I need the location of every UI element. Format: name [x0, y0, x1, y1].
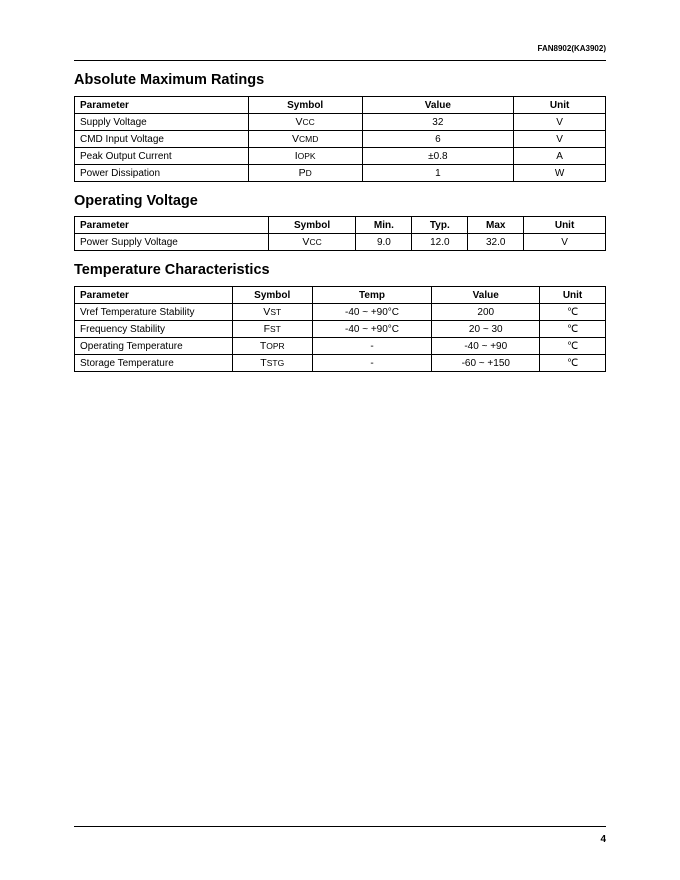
parameter-cell: CMD Input Voltage	[75, 131, 249, 148]
table-header-row	[75, 97, 606, 114]
unit-cell: ℃	[540, 304, 606, 321]
value-cell: -60 ~ +150	[432, 355, 540, 372]
symbol-cell	[248, 131, 362, 148]
symbol-subscript: ST	[270, 306, 282, 317]
symbol-main: T	[259, 339, 267, 352]
symbol-main: V	[302, 235, 310, 248]
column-header: Typ.	[412, 217, 468, 234]
table-row	[75, 148, 606, 165]
symbol-main: V	[291, 132, 299, 145]
column-header: Unit	[540, 287, 606, 304]
symbol-subscript: CC	[302, 116, 315, 127]
symbol-subscript: CC	[309, 236, 322, 247]
absolute-max-ratings-table	[74, 96, 606, 182]
unit-cell: V	[524, 234, 606, 251]
symbol-subscript: CMD	[298, 133, 319, 144]
column-header: Unit	[514, 97, 606, 114]
column-header: Parameter	[75, 217, 269, 234]
unit-cell: V	[514, 131, 606, 148]
symbol-subscript: D	[305, 167, 312, 178]
table-row	[75, 165, 606, 182]
symbol-main: I	[294, 149, 298, 162]
column-header: Parameter	[75, 287, 233, 304]
unit-cell: V	[514, 114, 606, 131]
table-row	[75, 338, 606, 355]
absolute-max-ratings-title: Absolute Maximum Ratings	[74, 72, 265, 88]
symbol-subscript: OPK	[297, 150, 316, 161]
symbol-cell	[248, 148, 362, 165]
footer-rule	[74, 826, 606, 827]
symbol-cell	[232, 321, 312, 338]
table-header-row	[75, 217, 606, 234]
temp-cell: -40 ~ +90°C	[312, 321, 432, 338]
page-number: 4	[600, 834, 606, 845]
operating-voltage-table	[74, 216, 606, 251]
symbol-cell	[232, 304, 312, 321]
temp-cell: -40 ~ +90°C	[312, 304, 432, 321]
temp-cell: -	[312, 355, 432, 372]
column-header: Min.	[356, 217, 412, 234]
table-row	[75, 114, 606, 131]
value-cell: 20 ~ 30	[432, 321, 540, 338]
temperature-characteristics-table	[74, 286, 606, 372]
symbol-main: P	[298, 166, 306, 179]
value-cell: 200	[432, 304, 540, 321]
document-id: FAN8902(KA3902)	[537, 44, 606, 53]
column-header: Unit	[524, 217, 606, 234]
table-row	[75, 321, 606, 338]
unit-cell: A	[514, 148, 606, 165]
column-header: Symbol	[268, 217, 356, 234]
column-header: Temp	[312, 287, 432, 304]
symbol-main: T	[260, 356, 267, 369]
symbol-cell	[248, 165, 362, 182]
value-cell: 6	[362, 131, 514, 148]
symbol-subscript: OPR	[266, 340, 285, 351]
unit-cell: ℃	[540, 338, 606, 355]
symbol-cell	[232, 355, 312, 372]
temperature-characteristics-title: Temperature Characteristics	[74, 262, 270, 278]
column-header: Value	[362, 97, 514, 114]
min-cell: 9.0	[356, 234, 412, 251]
symbol-main: V	[263, 305, 271, 318]
symbol-cell	[248, 114, 362, 131]
parameter-cell: Vref Temperature Stability	[75, 304, 233, 321]
unit-cell: W	[514, 165, 606, 182]
unit-cell: ℃	[540, 355, 606, 372]
unit-cell: ℃	[540, 321, 606, 338]
value-cell: 1	[362, 165, 514, 182]
operating-voltage-title: Operating Voltage	[74, 193, 198, 209]
parameter-cell: Peak Output Current	[75, 148, 249, 165]
symbol-cell	[232, 338, 312, 355]
column-header: Symbol	[248, 97, 362, 114]
symbol-cell	[268, 234, 356, 251]
symbol-main: V	[295, 115, 303, 128]
symbol-subscript: STG	[266, 357, 285, 368]
table-row	[75, 355, 606, 372]
column-header: Value	[432, 287, 540, 304]
parameter-cell: Supply Voltage	[75, 114, 249, 131]
parameter-cell: Power Dissipation	[75, 165, 249, 182]
max-cell: 32.0	[468, 234, 524, 251]
parameter-cell: Power Supply Voltage	[75, 234, 269, 251]
temp-cell: -	[312, 338, 432, 355]
parameter-cell: Operating Temperature	[75, 338, 233, 355]
table-header-row	[75, 287, 606, 304]
column-header: Symbol	[232, 287, 312, 304]
parameter-cell: Frequency Stability	[75, 321, 233, 338]
value-cell: -40 ~ +90	[432, 338, 540, 355]
symbol-subscript: ST	[270, 323, 281, 334]
typ-cell: 12.0	[412, 234, 468, 251]
column-header: Parameter	[75, 97, 249, 114]
header-rule	[74, 60, 606, 61]
parameter-cell: Storage Temperature	[75, 355, 233, 372]
table-row	[75, 304, 606, 321]
value-cell: 32	[362, 114, 514, 131]
table-row	[75, 131, 606, 148]
table-row	[75, 234, 606, 251]
symbol-main: F	[263, 322, 271, 335]
column-header: Max	[468, 217, 524, 234]
value-cell: ±0.8	[362, 148, 514, 165]
